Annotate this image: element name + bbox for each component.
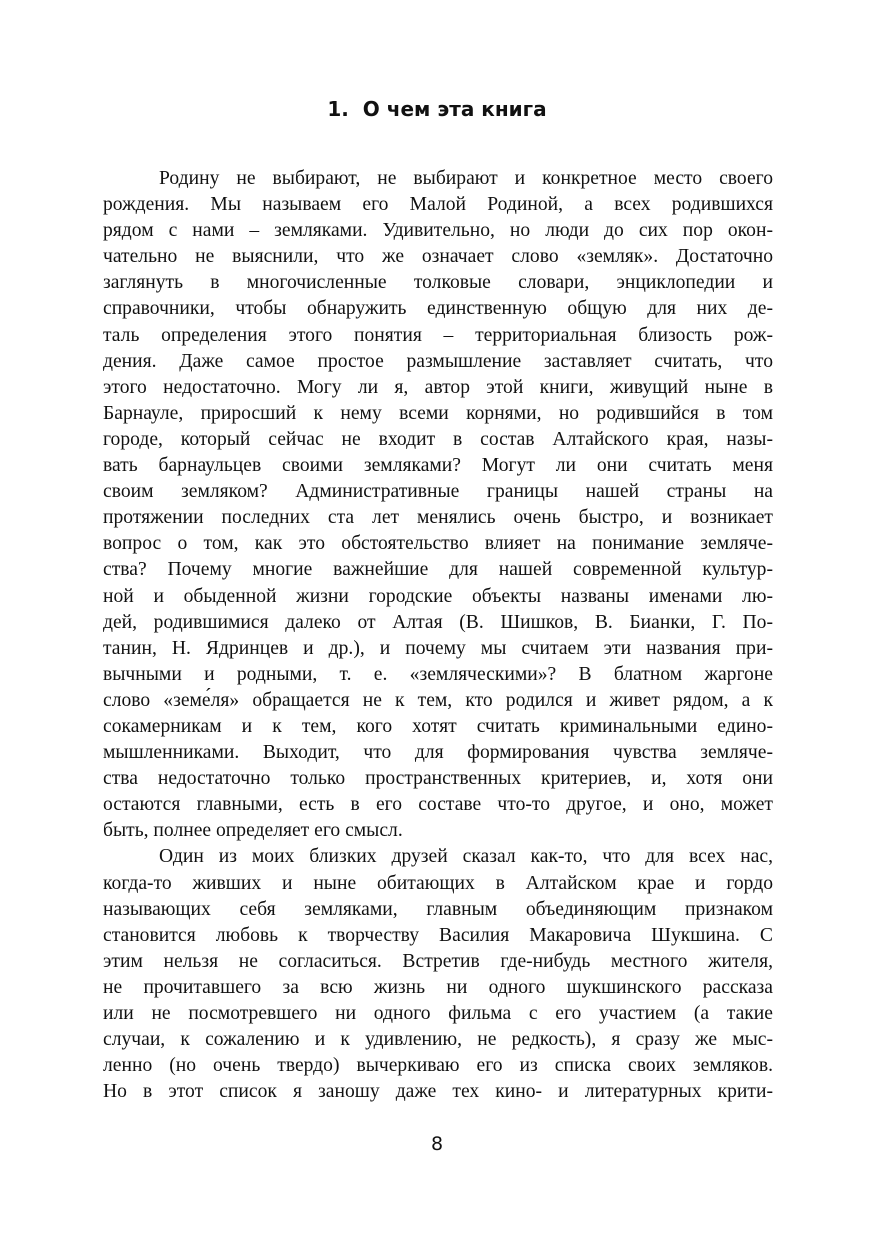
text-line: Один из моих близких друзей сказал как-то, что для всех нас, bbox=[159, 846, 773, 868]
text-line: слово «земе́ля» обращается не к тем, кто родился и живет рядом, а к bbox=[103, 689, 773, 711]
text-line: или не посмотревшего ни одного фильма с его участием (а такие bbox=[103, 1003, 773, 1024]
text-line: ства? Почему многие важнейшие для нашей современной культур- bbox=[103, 559, 773, 581]
text-line: быть, полнее определяет его смысл. bbox=[103, 820, 403, 842]
text-line: своим земляком? Административные границы нашей страны на bbox=[103, 481, 773, 503]
chapter-title: 1. О чем эта книга bbox=[327, 97, 547, 121]
text-line: Но в этот список я заношу даже тех кино- и литературных крити- bbox=[103, 1081, 773, 1103]
text-line: дей, родившимися далеко от Алтая (В. Шишков, В. Бианки, Г. По- bbox=[103, 611, 773, 633]
text-line: ной и обыденной жизни городские объекты названы именами лю- bbox=[103, 585, 773, 607]
text-line: справочники, чтобы обнаружить единственную общую для них де- bbox=[103, 298, 773, 320]
text-line: рядом с нами – земляками. Удивительно, но люди до сих пор окон- bbox=[103, 220, 773, 242]
text-line: дения. Даже самое простое размышление заставляет считать, что bbox=[103, 350, 773, 372]
text-line: протяжении последних ста лет менялись очень быстро, и возникает bbox=[103, 507, 773, 529]
text-line: вопрос о том, как это обстоятельство влияет на понимание земляче- bbox=[103, 533, 773, 555]
text-line: Барнауле, приросший к нему всеми корнями, но родившийся в том bbox=[103, 402, 773, 424]
text-line: рождения. Мы называем его Малой Родиной, а всех родившихся bbox=[103, 194, 773, 216]
text-line: танин, Н. Ядринцев и др.), и почему мы считаем эти названия при- bbox=[103, 637, 773, 659]
text-line: ства недостаточно только пространственных критериев, и, хотя они bbox=[103, 768, 773, 790]
text-line: когда-то живших и ныне обитающих в Алтайском крае и гордо bbox=[103, 872, 773, 894]
text-line: сокамерникам и к тем, кого хотят считать криминальными едино- bbox=[103, 715, 773, 737]
text-line: не прочитавшего за всю жизнь ни одного шукшинского рассказа bbox=[103, 976, 773, 998]
text-line: ленно (но очень твердо) вычеркиваю его из списка своих земляков. bbox=[103, 1055, 773, 1077]
paragraph bbox=[103, 844, 773, 1105]
text-line: этим нельзя не согласиться. Встретив где-нибудь местного жителя, bbox=[103, 950, 773, 972]
text-line: этого недостаточно. Могу ли я, автор этой книги, живущий ныне в bbox=[103, 376, 773, 398]
text-line: вать барнаульцев своими земляками? Могут ли они считать меня bbox=[103, 455, 773, 477]
paragraph bbox=[103, 166, 773, 844]
text-line: остаются главными, есть в его составе что-то другое, и оно, может bbox=[103, 794, 773, 816]
text-line: случаи, к сожалению и к удивлению, не редкость), я сразу же мыс- bbox=[103, 1029, 773, 1051]
text-line: чательно не выяснили, что же означает слово «земляк». Достаточно bbox=[103, 246, 773, 268]
page-number: 8 bbox=[430, 1133, 444, 1155]
body-text bbox=[103, 166, 773, 1105]
text-line: становится любовь к творчеству Василия Макаровича Шукшина. С bbox=[103, 924, 773, 946]
text-line: городе, который сейчас не входит в состав Алтайского края, назы- bbox=[103, 428, 773, 450]
text-line: заглянуть в многочисленные толковые словари, энциклопедии и bbox=[103, 272, 773, 294]
text-line: таль определения этого понятия – территориальная близость рож- bbox=[103, 324, 773, 346]
text-line: называющих себя земляками, главным объединяющим признаком bbox=[103, 898, 773, 920]
text-line: Родину не выбирают, не выбирают и конкретное место своего bbox=[159, 168, 773, 189]
text-line: мышленниками. Выходит, что для формирования чувства земляче- bbox=[103, 742, 773, 764]
text-line: вычными и родными, т. е. «земляческими»? В блатном жаргоне bbox=[103, 663, 773, 685]
